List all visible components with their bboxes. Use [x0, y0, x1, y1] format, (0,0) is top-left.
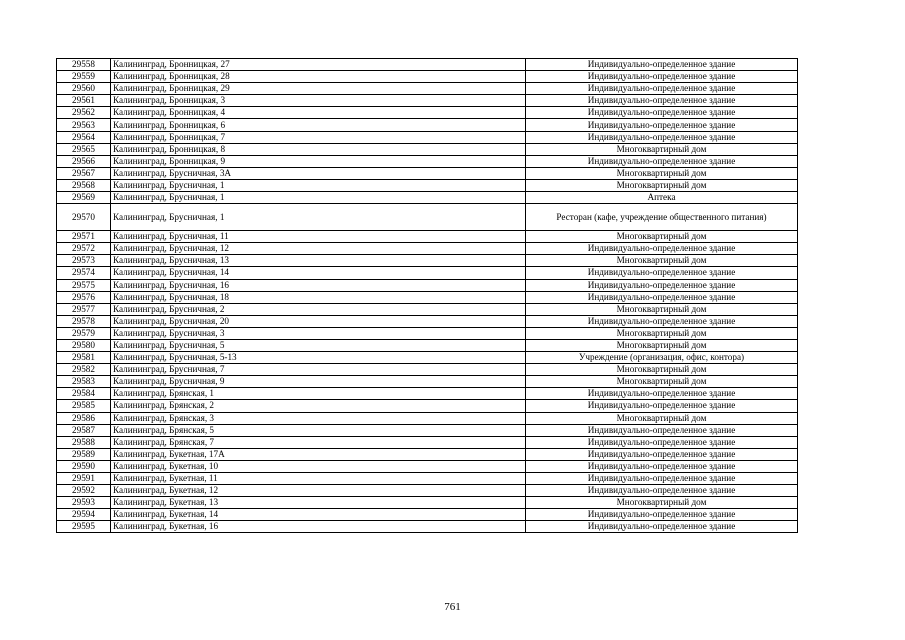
record-number-cell: 29586 [57, 412, 111, 424]
object-type-cell: Индивидуально-определенное здание [526, 436, 798, 448]
registry-table [56, 58, 798, 533]
address-cell: Калининград, Бронницкая, 6 [111, 119, 526, 131]
table-row [57, 473, 798, 485]
record-number-cell: 29581 [57, 352, 111, 364]
table-row [57, 231, 798, 243]
record-number-cell: 29565 [57, 143, 111, 155]
table-row [57, 204, 798, 231]
object-type-cell: Индивидуально-определенное здание [526, 400, 798, 412]
address-cell: Калининград, Брянская, 5 [111, 424, 526, 436]
object-type-cell: Многоквартирный дом [526, 303, 798, 315]
record-number-cell: 29591 [57, 473, 111, 485]
object-type-cell: Индивидуально-определенное здание [526, 460, 798, 472]
table-row [57, 192, 798, 204]
table-row [57, 155, 798, 167]
object-type-cell: Многоквартирный дом [526, 255, 798, 267]
object-type-cell: Индивидуально-определенное здание [526, 473, 798, 485]
record-number-cell: 29570 [57, 204, 111, 231]
table-row [57, 424, 798, 436]
table-row [57, 95, 798, 107]
object-type-cell: Многоквартирный дом [526, 412, 798, 424]
record-number-cell: 29583 [57, 376, 111, 388]
table-row [57, 279, 798, 291]
address-cell: Калининград, Бронницкая, 29 [111, 83, 526, 95]
address-cell: Калининград, Бронницкая, 8 [111, 143, 526, 155]
address-cell: Калининград, Букетная, 14 [111, 509, 526, 521]
object-type-cell: Индивидуально-определенное здание [526, 388, 798, 400]
address-cell: Калининград, Брусничная, 13 [111, 255, 526, 267]
table-row [57, 509, 798, 521]
record-number-cell: 29566 [57, 155, 111, 167]
address-cell: Калининград, Брусничная, 11 [111, 231, 526, 243]
table-row [57, 400, 798, 412]
table-row [57, 376, 798, 388]
address-cell: Калининград, Брусничная, 12 [111, 243, 526, 255]
table-row [57, 327, 798, 339]
address-cell: Калининград, Брусничная, 1 [111, 179, 526, 191]
object-type-cell: Индивидуально-определенное здание [526, 315, 798, 327]
object-type-cell: Индивидуально-определенное здание [526, 267, 798, 279]
address-cell: Калининград, Букетная, 16 [111, 521, 526, 533]
object-type-cell: Индивидуально-определенное здание [526, 107, 798, 119]
object-type-cell: Многоквартирный дом [526, 179, 798, 191]
table-row [57, 131, 798, 143]
table-row [57, 71, 798, 83]
record-number-cell: 29575 [57, 279, 111, 291]
table-row [57, 179, 798, 191]
address-cell: Калининград, Брянская, 7 [111, 436, 526, 448]
record-number-cell: 29578 [57, 315, 111, 327]
address-cell: Калининград, Брусничная, 1 [111, 192, 526, 204]
object-type-cell: Учреждение (организация, офис, контора) [526, 352, 798, 364]
record-number-cell: 29559 [57, 71, 111, 83]
address-cell: Калининград, Бронницкая, 9 [111, 155, 526, 167]
table-row [57, 448, 798, 460]
object-type-cell: Индивидуально-определенное здание [526, 424, 798, 436]
object-type-cell: Многоквартирный дом [526, 231, 798, 243]
table-row [57, 388, 798, 400]
record-number-cell: 29569 [57, 192, 111, 204]
record-number-cell: 29563 [57, 119, 111, 131]
table-row [57, 315, 798, 327]
table-row [57, 83, 798, 95]
table-row [57, 119, 798, 131]
table-row [57, 364, 798, 376]
record-number-cell: 29571 [57, 231, 111, 243]
table-row [57, 291, 798, 303]
table-row [57, 267, 798, 279]
table-row [57, 107, 798, 119]
object-type-cell: Индивидуально-определенное здание [526, 448, 798, 460]
record-number-cell: 29580 [57, 339, 111, 351]
address-cell: Калининград, Букетная, 17А [111, 448, 526, 460]
table-row [57, 143, 798, 155]
address-cell: Калининград, Букетная, 11 [111, 473, 526, 485]
object-type-cell: Индивидуально-определенное здание [526, 95, 798, 107]
address-cell: Калининград, Букетная, 13 [111, 497, 526, 509]
record-number-cell: 29562 [57, 107, 111, 119]
address-cell: Калининград, Брусничная, 1 [111, 204, 526, 231]
object-type-cell: Индивидуально-определенное здание [526, 509, 798, 521]
address-cell: Калининград, Брянская, 1 [111, 388, 526, 400]
record-number-cell: 29560 [57, 83, 111, 95]
record-number-cell: 29589 [57, 448, 111, 460]
record-number-cell: 29594 [57, 509, 111, 521]
object-type-cell: Многоквартирный дом [526, 364, 798, 376]
address-cell: Калининград, Бронницкая, 4 [111, 107, 526, 119]
address-cell: Калининград, Брусничная, 20 [111, 315, 526, 327]
address-cell: Калининград, Брусничная, 18 [111, 291, 526, 303]
table-row [57, 352, 798, 364]
record-number-cell: 29593 [57, 497, 111, 509]
address-cell: Калининград, Брянская, 2 [111, 400, 526, 412]
record-number-cell: 29579 [57, 327, 111, 339]
table-row [57, 436, 798, 448]
record-number-cell: 29567 [57, 167, 111, 179]
table-row [57, 412, 798, 424]
address-cell: Калининград, Бронницкая, 3 [111, 95, 526, 107]
address-cell: Калининград, Брусничная, 3 [111, 327, 526, 339]
address-cell: Калининград, Брусничная, 5-13 [111, 352, 526, 364]
object-type-cell: Индивидуально-определенное здание [526, 485, 798, 497]
record-number-cell: 29588 [57, 436, 111, 448]
table-row [57, 303, 798, 315]
record-number-cell: 29595 [57, 521, 111, 533]
address-cell: Калининград, Бронницкая, 7 [111, 131, 526, 143]
address-cell: Калининград, Брусничная, 5 [111, 339, 526, 351]
table-row [57, 521, 798, 533]
object-type-cell: Индивидуально-определенное здание [526, 131, 798, 143]
record-number-cell: 29577 [57, 303, 111, 315]
address-cell: Калининград, Букетная, 10 [111, 460, 526, 472]
record-number-cell: 29574 [57, 267, 111, 279]
object-type-cell: Многоквартирный дом [526, 167, 798, 179]
table-row [57, 339, 798, 351]
object-type-cell: Индивидуально-определенное здание [526, 243, 798, 255]
page-number: 761 [444, 601, 461, 613]
record-number-cell: 29573 [57, 255, 111, 267]
table-row [57, 485, 798, 497]
object-type-cell: Индивидуально-определенное здание [526, 83, 798, 95]
object-type-cell: Индивидуально-определенное здание [526, 119, 798, 131]
address-cell: Калининград, Брусничная, 9 [111, 376, 526, 388]
record-number-cell: 29584 [57, 388, 111, 400]
object-type-cell: Индивидуально-определенное здание [526, 279, 798, 291]
object-type-cell: Индивидуально-определенное здание [526, 71, 798, 83]
address-cell: Калининград, Брусничная, 14 [111, 267, 526, 279]
table-row [57, 243, 798, 255]
address-cell: Калининград, Брусничная, 2 [111, 303, 526, 315]
object-type-cell: Многоквартирный дом [526, 497, 798, 509]
record-number-cell: 29587 [57, 424, 111, 436]
address-cell: Калининград, Брянская, 3 [111, 412, 526, 424]
record-number-cell: 29561 [57, 95, 111, 107]
object-type-cell: Индивидуально-определенное здание [526, 291, 798, 303]
record-number-cell: 29564 [57, 131, 111, 143]
address-cell: Калининград, Брусничная, 16 [111, 279, 526, 291]
table-row [57, 255, 798, 267]
record-number-cell: 29590 [57, 460, 111, 472]
object-type-cell: Индивидуально-определенное здание [526, 155, 798, 167]
address-cell: Калининград, Букетная, 12 [111, 485, 526, 497]
table-row [57, 167, 798, 179]
object-type-cell: Многоквартирный дом [526, 327, 798, 339]
record-number-cell: 29558 [57, 59, 111, 71]
object-type-cell: Многоквартирный дом [526, 143, 798, 155]
object-type-cell: Аптека [526, 192, 798, 204]
object-type-cell: Индивидуально-определенное здание [526, 521, 798, 533]
record-number-cell: 29582 [57, 364, 111, 376]
registry-table-body [57, 59, 798, 533]
address-cell: Калининград, Брусничная, 3А [111, 167, 526, 179]
object-type-cell: Многоквартирный дом [526, 339, 798, 351]
address-cell: Калининград, Бронницкая, 27 [111, 59, 526, 71]
record-number-cell: 29592 [57, 485, 111, 497]
object-type-cell: Многоквартирный дом [526, 376, 798, 388]
address-cell: Калининград, Брусничная, 7 [111, 364, 526, 376]
record-number-cell: 29576 [57, 291, 111, 303]
table-row [57, 59, 798, 71]
table-row [57, 460, 798, 472]
object-type-cell: Ресторан (кафе, учреждение общественного питания) [526, 204, 798, 231]
table-row [57, 497, 798, 509]
record-number-cell: 29572 [57, 243, 111, 255]
address-cell: Калининград, Бронницкая, 28 [111, 71, 526, 83]
object-type-cell: Индивидуально-определенное здание [526, 59, 798, 71]
record-number-cell: 29585 [57, 400, 111, 412]
record-number-cell: 29568 [57, 179, 111, 191]
